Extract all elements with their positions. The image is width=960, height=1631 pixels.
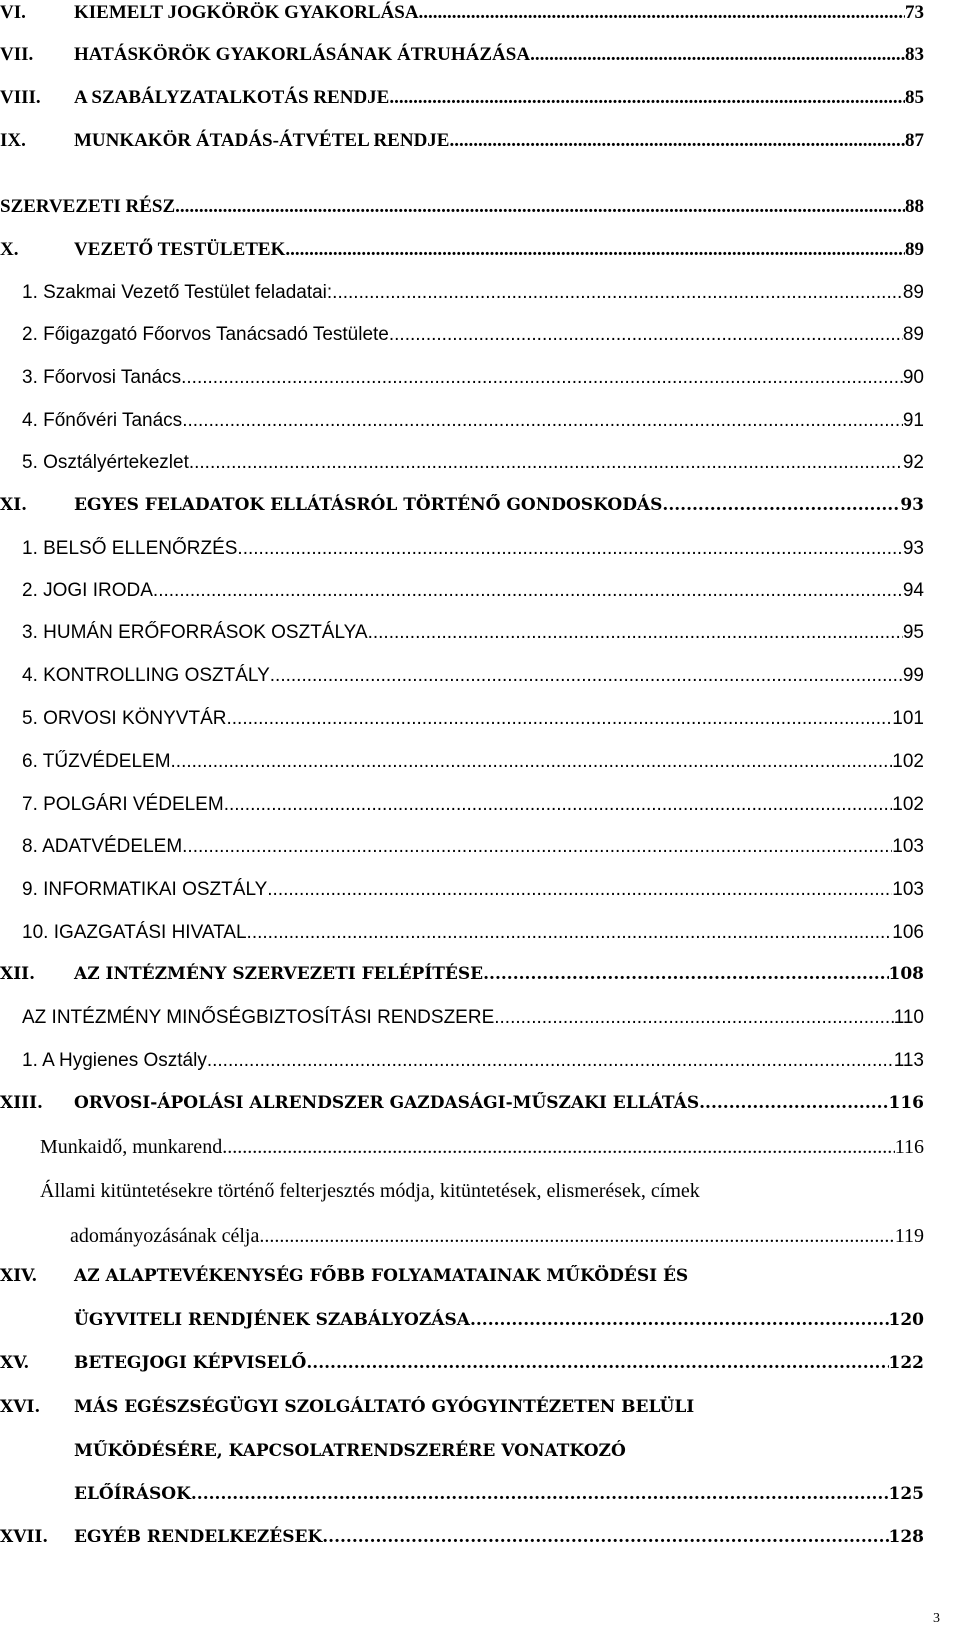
toc-entry-page: 73: [905, 2, 924, 23]
toc-entry-number: VII.: [0, 44, 34, 65]
toc-entry-page: 91: [902, 410, 924, 431]
dot-leader: [224, 794, 893, 816]
toc-entry-title: 3. Főorvosi Tanács: [22, 367, 182, 388]
toc-entry-page: 85: [905, 87, 924, 108]
toc-entry-page: 89: [905, 239, 924, 260]
toc-entry-page: 93: [900, 495, 924, 515]
toc-entry-title: 4. KONTROLLING OSZTÁLY: [22, 665, 270, 686]
toc-entry[interactable]: [0, 2, 924, 30]
toc-entry-title: 2. JOGI IRODA: [22, 580, 153, 601]
dot-leader: [153, 580, 903, 602]
dot-leader: [699, 1093, 888, 1113]
dot-leader: [285, 239, 905, 261]
toc-entry-number: IX.: [0, 130, 26, 151]
toc-entry-page: 87: [905, 130, 924, 151]
toc-entry-title: ÜGYVITELI RENDJÉNEK SZABÁLYOZÁSA: [74, 1310, 470, 1330]
toc-entry-page: 90: [902, 367, 924, 388]
toc-entry[interactable]: [0, 964, 924, 992]
toc-entry[interactable]: [22, 836, 924, 864]
toc-entry-title-line: MÁS EGÉSZSÉGÜGYI SZOLGÁLTATÓ GYÓGYINTÉZETEN BELÜLI: [74, 1397, 695, 1417]
toc-entry-number: X.: [0, 239, 19, 260]
dot-leader: [207, 1050, 894, 1072]
toc-entry-title: 7. POLGÁRI VÉDELEM: [22, 794, 224, 815]
toc-entry-number: XI.: [0, 495, 28, 515]
dot-leader: [662, 495, 900, 515]
toc-entry-title: BETEGJOGI KÉPVISELŐ: [74, 1353, 307, 1373]
toc-entry-title: 4. Főnővéri Tanács: [22, 410, 183, 431]
toc-entry-page: 120: [888, 1310, 924, 1330]
toc-entry-title-line: MŰKÖDÉSÉRE, KAPCSOLATRENDSZERÉRE VONATKOZÓ: [74, 1441, 626, 1461]
dot-leader: [175, 196, 905, 218]
toc-entry-title: HATÁSKÖRÖK GYAKORLÁSÁNAK ÁTRUHÁZÁSA: [74, 44, 531, 65]
dot-leader: [237, 538, 902, 560]
dot-leader: [368, 622, 903, 644]
dot-leader: [332, 282, 903, 304]
toc-entry-page: 92: [902, 452, 924, 473]
toc-entry[interactable]: [0, 1527, 924, 1555]
toc-entry-page: 116: [888, 1093, 924, 1113]
toc-entry-page: 116: [894, 1136, 924, 1158]
toc-entry-number: XVII.: [0, 1527, 49, 1547]
toc-entry-title: 1. BELSŐ ELLENŐRZÉS: [22, 538, 238, 559]
dot-leader: [182, 836, 892, 858]
toc-entry-page: 110: [893, 1007, 924, 1028]
dot-leader: [306, 1353, 888, 1373]
dot-leader: [182, 410, 903, 432]
page-number: 3: [933, 1611, 940, 1626]
toc-entry-page: 119: [894, 1225, 924, 1247]
toc-entry[interactable]: [22, 410, 924, 438]
dot-leader: [322, 1527, 888, 1547]
toc-entry-number: XVI.: [0, 1397, 41, 1417]
dot-leader: [483, 964, 888, 984]
toc-entry-title: 6. TŰZVÉDELEM: [22, 751, 171, 772]
toc-entry-title-line: AZ ALAPTEVÉKENYSÉG FŐBB FOLYAMATAINAK MŰKÖDÉSI ÉS: [74, 1266, 689, 1286]
dot-leader: [171, 751, 893, 773]
toc-entry-number: XII.: [0, 964, 36, 984]
dot-leader: [189, 452, 903, 474]
toc-entry[interactable]: [22, 282, 924, 310]
toc-entry-page: 128: [888, 1527, 924, 1547]
dot-leader: [494, 1007, 893, 1029]
toc-entry[interactable]: [22, 324, 924, 352]
toc-entry-title: 1. A Hygienes Osztály: [22, 1050, 207, 1071]
toc-entry-number: VI.: [0, 2, 26, 23]
toc-entry-title: ELŐÍRÁSOK: [74, 1484, 191, 1504]
toc-entry-title: 5. Osztályértekezlet: [22, 452, 189, 473]
toc-entry[interactable]: [22, 367, 924, 395]
toc-entry[interactable]: [22, 751, 924, 779]
toc-entry-page: 102: [892, 751, 924, 772]
dot-leader: [389, 87, 905, 109]
toc-entry-page: 106: [892, 922, 924, 943]
dot-leader: [470, 1310, 889, 1330]
toc-entry-title: VEZETŐ TESTÜLETEK: [74, 239, 286, 260]
toc-entry-page: 122: [888, 1353, 924, 1373]
toc-entry-page: 93: [902, 538, 924, 559]
toc-entry[interactable]: [70, 1225, 924, 1253]
toc-entry-page: 95: [902, 622, 924, 643]
dot-leader: [270, 665, 903, 687]
dot-leader: [259, 1225, 894, 1248]
toc-entry[interactable]: [22, 708, 924, 736]
toc-entry-title: 8. ADATVÉDELEM: [22, 836, 183, 857]
toc-entry[interactable]: [22, 452, 924, 480]
toc-entry-page: 103: [892, 879, 924, 900]
toc-entry-page: 88: [905, 196, 924, 217]
dot-leader: [247, 922, 893, 944]
toc-entry[interactable]: [22, 794, 924, 822]
dot-leader: [226, 708, 892, 730]
toc-entry-page: 125: [888, 1484, 924, 1504]
toc-entry-page: 108: [888, 964, 924, 984]
toc-entry[interactable]: [0, 130, 924, 158]
toc-entry-number: XIV.: [0, 1266, 38, 1286]
toc-entry[interactable]: [22, 1050, 924, 1078]
toc-entry-title: 1. Szakmai Vezető Testület feladatai:: [22, 282, 333, 303]
toc-entry[interactable]: [0, 1353, 924, 1381]
toc-entry-page: 94: [902, 580, 924, 601]
dot-leader: [267, 879, 892, 901]
toc-entry[interactable]: [22, 665, 924, 693]
toc-entry-page: 113: [893, 1050, 924, 1071]
toc-entry-title: ORVOSI-ÁPOLÁSI ALRENDSZER GAZDASÁGI-MŰSZAKI ELLÁTÁS: [74, 1093, 700, 1113]
toc-entry-page: 102: [892, 794, 924, 815]
toc-entry-page: 103: [892, 836, 924, 857]
toc-entry[interactable]: [0, 196, 924, 224]
toc-entry-title: adományozásának célja: [70, 1225, 260, 1247]
toc-entry-page: 83: [905, 44, 924, 65]
dot-leader: [389, 324, 903, 346]
toc-entry[interactable]: [40, 1136, 924, 1164]
toc-entry[interactable]: [22, 922, 924, 950]
toc-entry[interactable]: [22, 1007, 924, 1035]
toc-entry[interactable]: [22, 538, 924, 566]
toc-entry[interactable]: [0, 1093, 924, 1121]
toc-entry-number: XIII.: [0, 1093, 43, 1113]
toc-entry[interactable]: [22, 879, 924, 907]
dot-leader: [419, 2, 905, 24]
toc-entry[interactable]: [74, 1310, 924, 1338]
toc-entry-title: 9. INFORMATIKAI OSZTÁLY: [22, 879, 268, 900]
toc-entry-title: AZ INTÉZMÉNY SZERVEZETI FELÉPÍTÉSE: [74, 964, 484, 984]
dot-leader: [222, 1136, 895, 1159]
dot-leader: [181, 367, 903, 389]
toc-entry-page: 89: [902, 282, 924, 303]
toc-entry[interactable]: [0, 87, 924, 115]
toc-entry-title: 3. HUMÁN ERŐFORRÁSOK OSZTÁLYA: [22, 622, 368, 643]
toc-entry[interactable]: [22, 622, 924, 650]
toc-entry-title: Munkaidő, munkarend: [40, 1136, 223, 1158]
toc-entry-title: EGYES FELADATOK ELLÁTÁSRÓL TÖRTÉNŐ GONDOSKODÁS: [74, 495, 663, 515]
toc-entry-title: A SZABÁLYZATALKOTÁS RENDJE: [74, 87, 390, 108]
toc-entry[interactable]: [22, 580, 924, 608]
toc-entry[interactable]: [74, 1484, 924, 1512]
toc-entry-title: 10. IGAZGATÁSI HIVATAL: [22, 922, 247, 943]
dot-leader: [530, 44, 905, 66]
toc-entry-title: AZ INTÉZMÉNY MINŐSÉGBIZTOSÍTÁSI RENDSZERE: [22, 1007, 495, 1028]
toc-entry[interactable]: [0, 239, 924, 267]
toc-entry-title: SZERVEZETI RÉSZ: [0, 196, 176, 217]
dot-leader: [191, 1484, 889, 1504]
toc-entry[interactable]: [0, 495, 924, 523]
toc-entry-title: 2. Főigazgató Főorvos Tanácsadó Testülete: [22, 324, 389, 345]
toc-entry-title: EGYÉB RENDELKEZÉSEK: [74, 1527, 323, 1547]
toc-entry-title: 5. ORVOSI KÖNYVTÁR: [22, 708, 227, 729]
dot-leader: [449, 130, 905, 152]
toc-entry-page: 89: [902, 324, 924, 345]
toc-entry-page: 101: [892, 708, 924, 729]
toc-entry-number: VIII.: [0, 87, 41, 108]
toc-entry-number: XV.: [0, 1353, 30, 1373]
toc-entry-title-line: Állami kitüntetésekre történő felterjesztés módja, kitüntetések, elismerések, címek: [40, 1180, 700, 1202]
toc-entry-title: MUNKAKÖR ÁTADÁS-ÁTVÉTEL RENDJE: [74, 130, 450, 151]
toc-entry-title: KIEMELT JOGKÖRÖK GYAKORLÁSA: [74, 2, 419, 23]
toc-entry-page: 99: [902, 665, 924, 686]
toc-entry[interactable]: [0, 44, 924, 72]
